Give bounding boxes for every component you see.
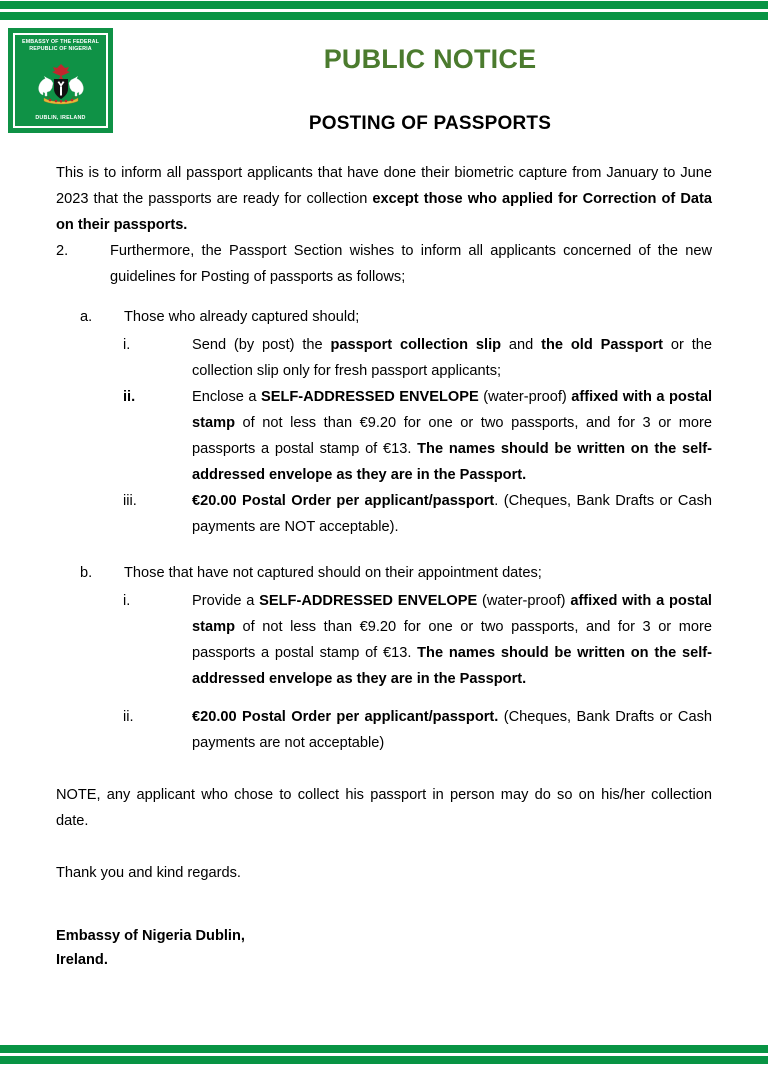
clause-a-ii-marker-text: ii. xyxy=(123,389,136,405)
clause-a-i-t1: Send (by post) the xyxy=(192,337,331,353)
clause-a-ii-b2: affixed with a postal stamp xyxy=(192,389,712,431)
spacer-before-note xyxy=(56,756,712,782)
logo-inner-frame xyxy=(13,33,108,128)
thanks-paragraph: Thank you and kind regards. xyxy=(56,865,241,881)
clause-2-marker: 2. xyxy=(56,243,69,259)
clause-b xyxy=(80,560,712,586)
clause-a-marker: a. xyxy=(80,309,93,325)
clause-b-marker: b. xyxy=(80,565,93,581)
top-green-bar-lower xyxy=(0,12,768,20)
clause-b-i-b2: affixed with a postal stamp xyxy=(192,593,712,635)
clause-2-text: Furthermore, the Passport Section wishes to inform all applicants concerned of the new guidelines for Posting of passports as follows; xyxy=(110,243,712,285)
bottom-green-bar-lower xyxy=(0,1056,768,1064)
spacer-bi-bii xyxy=(56,692,712,704)
signoff-line-1: Embassy of Nigeria Dublin, xyxy=(56,928,245,944)
clause-a-i-b2: the old Passport xyxy=(541,337,664,353)
clause-b-ii-marker: ii. xyxy=(123,709,134,725)
clause-b-ii-b1: €20.00 Postal Order per applicant/passport. xyxy=(192,709,499,725)
clause-a-ii-text xyxy=(192,384,712,488)
clause-a-iii-marker: iii. xyxy=(123,493,137,509)
intro-text: This is to inform all passport applicants that have done their biometric capture from January to June 2023 that the passports are ready for collection xyxy=(56,165,712,207)
clause-a-iii xyxy=(123,488,712,540)
clause-a-ii-marker xyxy=(123,384,135,410)
spacer-before-thanks xyxy=(56,834,712,860)
clause-b-i-t1: Provide a xyxy=(192,593,260,609)
spacer-a-b xyxy=(56,540,712,560)
clause-a-ii-b1: SELF-ADDRESSED ENVELOPE xyxy=(261,389,479,405)
page-title: PUBLIC NOTICE xyxy=(323,44,537,74)
notice-body xyxy=(56,160,712,972)
spacer-before-signoff xyxy=(56,886,712,912)
clause-a-iii-t1: . (Cheques, Bank Drafts or Cash payments are NOT acceptable). xyxy=(192,493,712,535)
clause-b-i-text xyxy=(192,588,712,692)
clause-a-ii xyxy=(123,384,712,488)
clause-b-i-b3: The names should be written on the self-addressed envelope as they are in the Passport. xyxy=(192,645,712,687)
clause-a-heading: Those who already captured should; xyxy=(124,309,360,325)
top-green-bar-upper xyxy=(0,1,768,9)
clause-b-i-t2: (water-proof) xyxy=(477,593,571,609)
clause-a-i-text xyxy=(192,332,712,384)
clause-a-i-t3: or the collection slip only for fresh passport applicants; xyxy=(192,337,713,379)
clause-a-ii-t2: (water-proof) xyxy=(478,389,572,405)
intro-bold-text: except those who applied for Correction of Data on their passports. xyxy=(56,191,712,233)
clause-a-ii-t1: Enclose a xyxy=(192,389,261,405)
embassy-crest-logo xyxy=(8,28,113,133)
clause-b-ii-text xyxy=(192,704,712,756)
clause-a-i-b1: passport collection slip xyxy=(330,337,502,353)
clause-a xyxy=(80,304,712,330)
clause-a-ii-b3: The names should be written on the self-addressed envelope as they are in the Passport. xyxy=(192,441,712,483)
note-paragraph: NOTE, any applicant who chose to collect his passport in person may do so on his/her collection date. xyxy=(56,787,712,829)
clause-a-i-t2: and xyxy=(501,337,542,353)
signoff-block xyxy=(56,924,712,972)
clause-b-heading: Those that have not captured should on their appointment dates; xyxy=(124,565,542,581)
page-subtitle: POSTING OF PASSPORTS xyxy=(308,113,552,134)
intro-paragraph xyxy=(56,160,712,238)
logo-top-text: EMBASSY OF THE FEDERAL REPUBLIC OF NIGERIA xyxy=(22,39,99,52)
clause-b-ii xyxy=(123,704,712,756)
clause-b-i xyxy=(123,588,712,692)
logo-bottom-text: DUBLIN, IRELAND xyxy=(35,115,86,122)
clause-a-i xyxy=(123,332,712,384)
clause-b-i-t3: of not less than €9.20 for one or two passports, and for 3 or more passports a postal stamp of €13. xyxy=(192,619,712,661)
bottom-green-bar-upper xyxy=(0,1045,768,1053)
clause-a-ii-t3: of not less than €9.20 for one or two passports, and for 3 or more passports a postal stamp of €13. xyxy=(192,415,712,457)
clause-2 xyxy=(56,238,712,290)
clause-b-ii-t1: (Cheques, Bank Drafts or Cash payments are not acceptable) xyxy=(192,709,713,751)
clause-a-iii-text xyxy=(192,488,712,540)
clause-a-iii-b1: €20.00 Postal Order per applicant/passport xyxy=(192,493,495,509)
clause-a-i-marker: i. xyxy=(123,337,131,353)
signoff-line-2: Ireland. xyxy=(56,952,108,968)
clause-b-i-marker: i. xyxy=(123,593,131,609)
nigeria-coat-of-arms-icon xyxy=(34,62,88,106)
spacer-before-signoff-2 xyxy=(56,912,712,924)
clause-b-i-b1: SELF-ADDRESSED ENVELOPE xyxy=(259,593,478,609)
